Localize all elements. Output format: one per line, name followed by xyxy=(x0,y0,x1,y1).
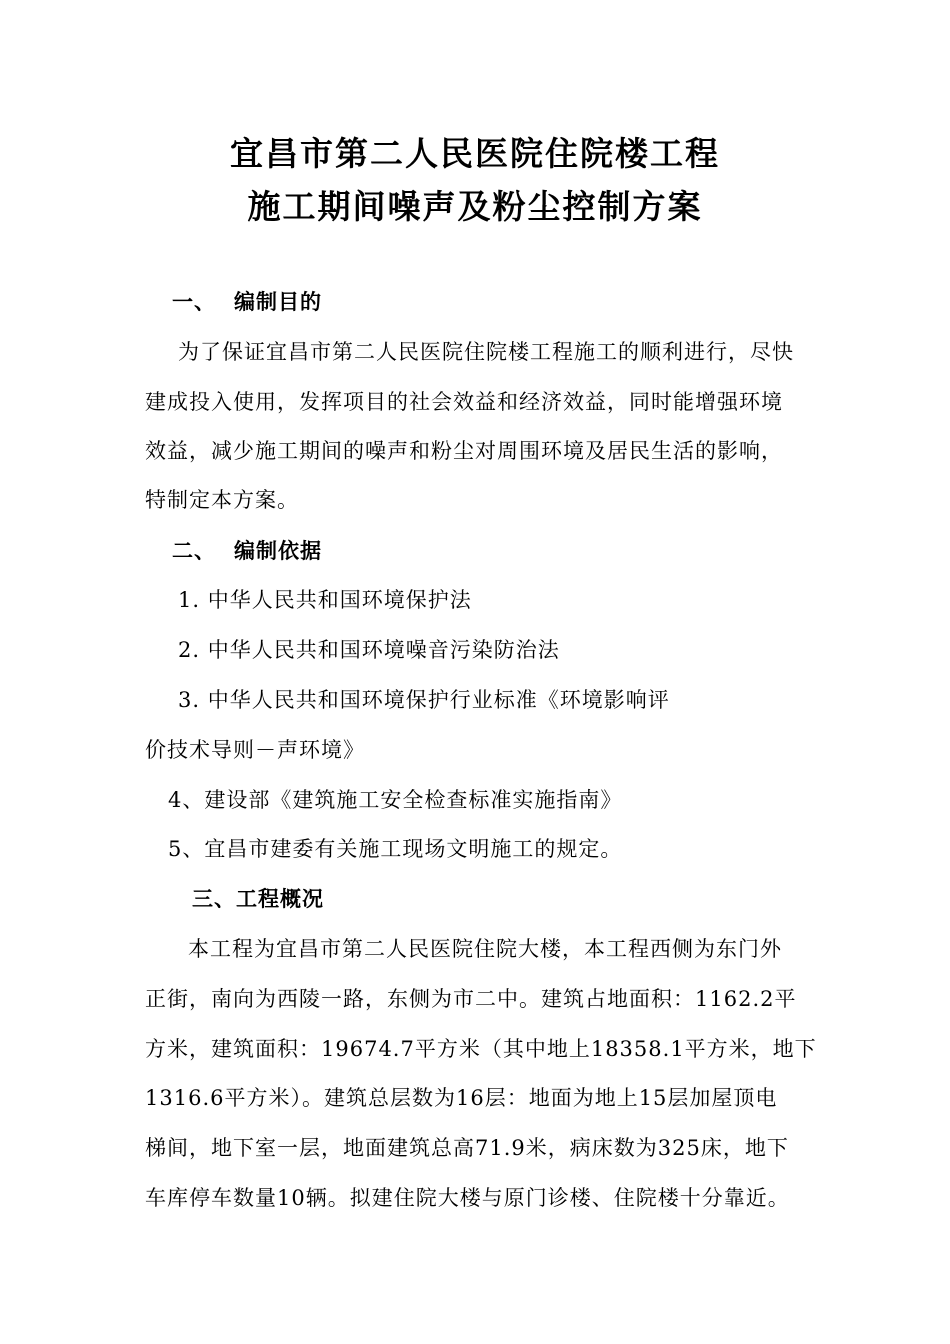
section3-paragraph-line: 本工程为宜昌市第二人民医院住院大楼，本工程西侧为东门外 xyxy=(188,937,782,961)
section1-paragraph-line: 特制定本方案。 xyxy=(145,488,299,512)
reference-item: 2. 中华人民共和国环境噪音污染防治法 xyxy=(178,638,560,662)
section1-heading xyxy=(172,288,322,316)
reference-item-continuation: 价技术导则－声环境》 xyxy=(145,738,365,762)
section1-number: 一、 xyxy=(172,290,216,314)
section1-paragraph-line: 为了保证宜昌市第二人民医院住院楼工程施工的顺利进行，尽快 xyxy=(178,340,794,364)
section3-paragraph-line: 车库停车数量10辆。拟建住院大楼与原门诊楼、住院楼十分靠近。 xyxy=(145,1186,790,1210)
reference-item: 1. 中华人民共和国环境保护法 xyxy=(178,588,472,612)
section1-paragraph-line: 建成投入使用，发挥项目的社会效益和经济效益，同时能增强环境 xyxy=(145,390,783,414)
document-title-line2: 施工期间噪声及粉尘控制方案 xyxy=(247,187,703,226)
section2-number: 二、 xyxy=(172,539,216,563)
reference-item: 4、建设部《建筑施工安全检查标准实施指南》 xyxy=(168,788,623,812)
section2-heading xyxy=(172,537,322,565)
section3-paragraph-line: 正街，南向为西陵一路，东侧为市二中。建筑占地面积：1162.2平 xyxy=(145,987,797,1011)
document-title-line1: 宜昌市第二人民医院住院楼工程 xyxy=(230,134,720,173)
section1-title: 编制目的 xyxy=(234,290,322,314)
section3-paragraph-line: 梯间，地下室一层，地面建筑总高71.9米，病床数为325床，地下 xyxy=(145,1136,789,1160)
section1-paragraph-line: 效益，减少施工期间的噪声和粉尘对周围环境及居民生活的影响， xyxy=(145,439,783,463)
section3-paragraph-line: 方米，建筑面积：19674.7平方米（其中地上18358.1平方米，地下 xyxy=(145,1037,817,1061)
reference-item: 5、宜昌市建委有关施工现场文明施工的规定。 xyxy=(168,837,623,861)
section3-heading: 三、工程概况 xyxy=(192,887,324,911)
section2-title: 编制依据 xyxy=(234,539,322,563)
reference-item: 3. 中华人民共和国环境保护行业标准《环境影响评 xyxy=(178,688,670,712)
section3-paragraph-line: 1316.6平方米）。建筑总层数为16层：地面为地上15层加屋顶电 xyxy=(145,1086,778,1110)
